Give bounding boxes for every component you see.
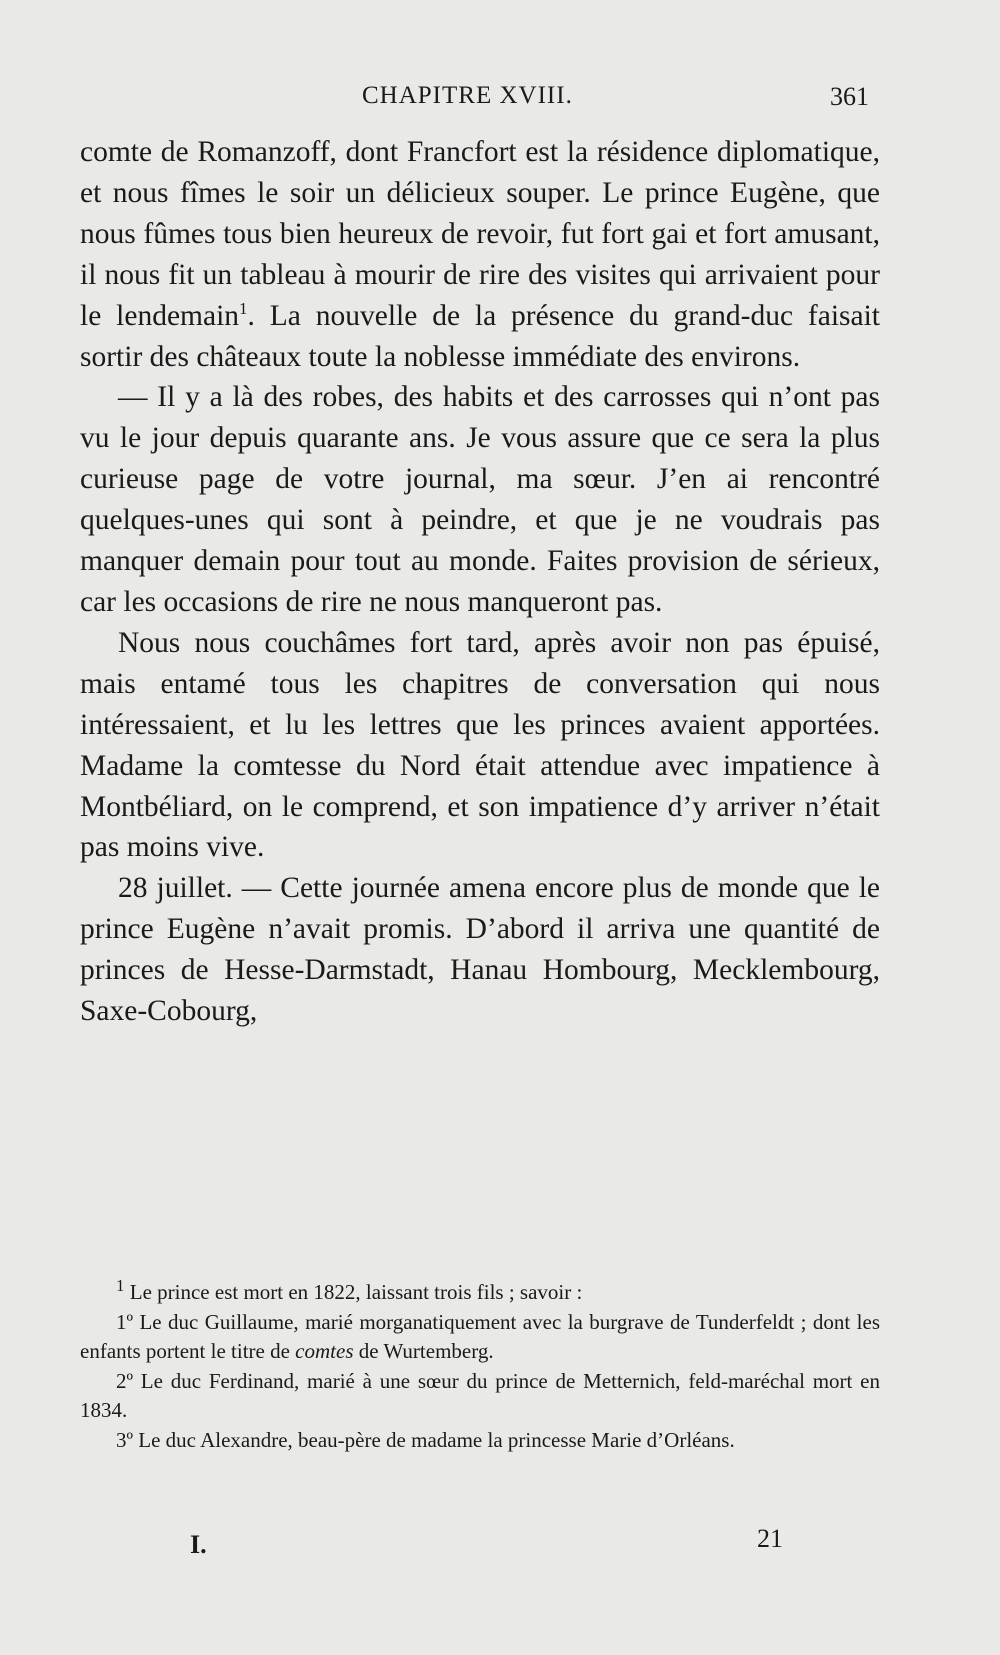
main-text	[80, 132, 880, 1032]
sheet-number: 21	[757, 1524, 783, 1553]
footnote-1-mark: 1	[116, 1276, 125, 1295]
paragraph-4: 28 juillet. — Cette journée amena encore plus de monde que le prince Eugène n’avait promis. D’abord il arriva une quantité de princes de Hesse-Darmstadt, Hanau Hombourg, Mecklembourg, Saxe-Cobourg,	[80, 872, 880, 1028]
paragraph-3: Nous nous couchâmes fort tard, après avoir non pas épuisé, mais entamé tous les chapitres de conversation qui nous intéressaient, et lu les lettres que les princes avaient apportées. Madame la comtesse du Nord était attendue avec impatience à Montbéliard, on le comprend, et son impatience d’y arriver n’était pas moins vive.	[80, 626, 880, 864]
footnote-reference: 1	[239, 298, 248, 318]
footnote-1-text: Le prince est mort en 1822, laissant trois fils ; savoir :	[129, 1280, 583, 1304]
footnote-3: 2º Le duc Ferdinand, marié à une sœur du prince de Metternich, feld-maréchal mort en 1834.	[80, 1368, 880, 1422]
footnote-2-italic: comtes	[295, 1339, 354, 1363]
page-number: 361	[830, 82, 869, 111]
signature-mark: I.	[190, 1530, 207, 1559]
footnote-2	[80, 1308, 880, 1367]
footnote-2-text: 1º Le duc Guillaume, marié morganatiquement avec la burgrave de Tunderfeldt ; dont les enfants portent le titre de	[80, 1309, 880, 1363]
paragraph-2: — Il y a là des robes, des habits et des carrosses qui n’ont pas vu le jour depuis quarante ans. Je vous assure que ce sera la plus curieuse page de votre journal, ma sœur. J’en ai rencontré quelques-unes qui sont à peindre, et que je ne voudrais pas manquer demain pour tout au monde. Faites provision de sérieux, car les occasions de rire ne nous manqueront pas.	[80, 381, 880, 618]
paragraph-1-text: comte de Romanzoff, dont Francfort est la résidence diplomatique, et nous fîmes le soir un délicieux souper. Le prince Eugène, que nous fûmes tous bien heureux de revoir, fut fort gai et fort amusant, il nous fit un tableau à mourir de rire des visites qui arrivaient pour le lendemain	[80, 136, 880, 332]
footnote-1	[80, 1278, 880, 1308]
paragraph-1	[80, 132, 880, 377]
footnote-2-end: de Wurtemberg.	[358, 1339, 494, 1363]
footnotes	[80, 1278, 880, 1455]
paragraph-1-end: . La nouvelle de la présence du grand-duc faisait sortir des châteaux toute la noblesse immédiate des environs.	[80, 299, 880, 373]
chapter-title: CHAPITRE XVIII.	[362, 82, 573, 109]
running-header	[0, 82, 1000, 116]
footnote-4: 3º Le duc Alexandre, beau-père de madame la princesse Marie d’Orléans.	[116, 1427, 735, 1452]
